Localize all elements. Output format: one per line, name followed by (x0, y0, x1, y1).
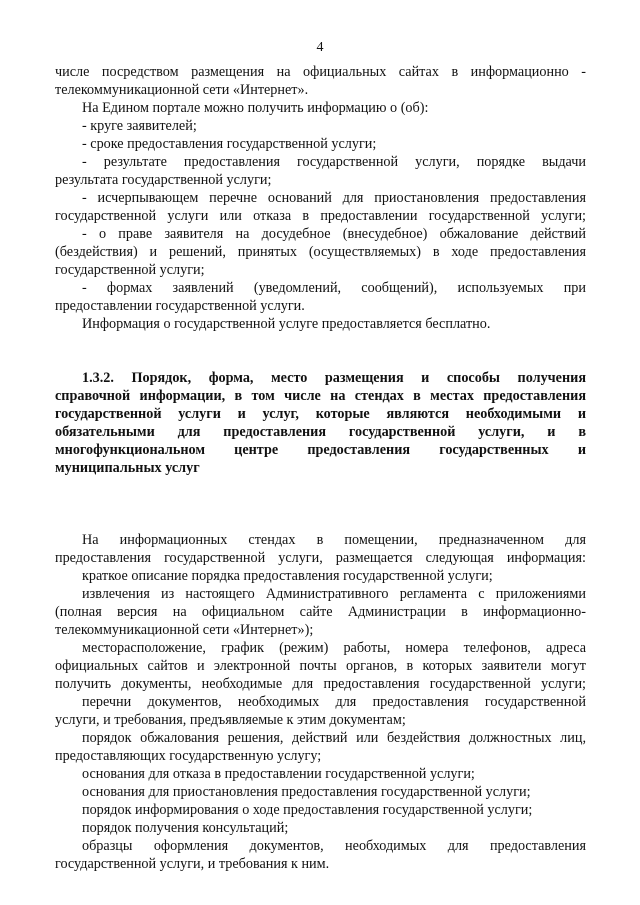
list-item: образцы оформления документов, необходимых для предоставления (82, 838, 586, 854)
list-item-continuation: предоставлении государственной услуги. (55, 298, 305, 314)
list-item-continuation: (полная версия на официальном сайте Администрации в информационно- (55, 604, 586, 620)
list-item-continuation: государственной услуги или отказа в предоставлении государственной услуги; (55, 208, 586, 224)
list-item: - круге заявителей; (82, 118, 197, 134)
section-heading: 1.3.2. Порядок, форма, место размещения и способы получения (82, 370, 586, 386)
section-heading-line: муниципальных услуг (55, 460, 200, 476)
section-heading-line: справочной информации, в том числе на стендах в местах предоставления (55, 388, 586, 404)
list-item-continuation: государственной услуги; (55, 262, 205, 278)
paragraph-line: На информационных стендах в помещении, предназначенном для (82, 532, 586, 548)
list-item: порядок обжалования решения, действий или бездействия должностных лиц, (82, 730, 586, 746)
section-heading-line: государственной услуги и услуг, которые являются необходимыми и (55, 406, 586, 422)
list-item: - о праве заявителя на досудебное (внесудебное) обжалование действий (82, 226, 586, 242)
list-item: - исчерпывающем перечне оснований для приостановления предоставления (82, 190, 586, 206)
paragraph-line: телекоммуникационной сети «Интернет». (55, 82, 309, 98)
list-item: порядок информирования о ходе предоставления государственной услуги; (82, 802, 533, 818)
section-heading-line: многофункциональном центре предоставления государственных и (55, 442, 586, 458)
paragraph-line: предоставления государственной услуги, размещается следующая информация: (55, 550, 586, 566)
list-item-continuation: получить документы, необходимые для предоставления государственной услуги; (55, 676, 586, 692)
list-item-continuation: (бездействия) и решений, принятых (осуществляемых) в ходе предоставления (55, 244, 586, 260)
list-item: - формах заявлений (уведомлений, сообщений), используемых при (82, 280, 586, 296)
section-heading-line: обязательными для предоставления государственной услуги, и в (55, 424, 586, 440)
list-item-continuation: предоставляющих государственную услугу; (55, 748, 322, 764)
list-item: основания для отказа в предоставлении государственной услуги; (82, 766, 475, 782)
list-item-continuation: результата государственной услуги; (55, 172, 272, 188)
list-item: месторасположение, график (режим) работы, номера телефонов, адреса (82, 640, 586, 656)
page-number: 4 (316, 40, 324, 55)
list-item: - результате предоставления государственной услуги, порядке выдачи (82, 154, 586, 170)
paragraph-line: Информация о государственной услуге предоставляется бесплатно. (82, 316, 491, 332)
list-item: извлечения из настоящего Административного регламента с приложениями (82, 586, 586, 602)
paragraph-line: На Едином портале можно получить информацию о (об): (82, 100, 429, 116)
list-item: - сроке предоставления государственной услуги; (82, 136, 377, 152)
list-item: краткое описание порядка предоставления государственной услуги; (82, 568, 493, 584)
list-item: порядок получения консультаций; (82, 820, 289, 836)
list-item-continuation: телекоммуникационной сети «Интернет»); (55, 622, 314, 638)
list-item-continuation: официальных сайтов и электронной почты органов, в которых заявители могут (55, 658, 586, 674)
list-item-continuation: государственной услуги, и требования к ним. (55, 856, 330, 872)
paragraph-line: числе посредством размещения на официальных сайтах в информационно - (55, 64, 586, 80)
list-item-continuation: услуги, и требования, предъявляемые к этим документам; (55, 712, 406, 728)
list-item: перечни документов, необходимых для предоставления государственной (82, 694, 586, 710)
list-item: основания для приостановления предоставления государственной услуги; (82, 784, 531, 800)
